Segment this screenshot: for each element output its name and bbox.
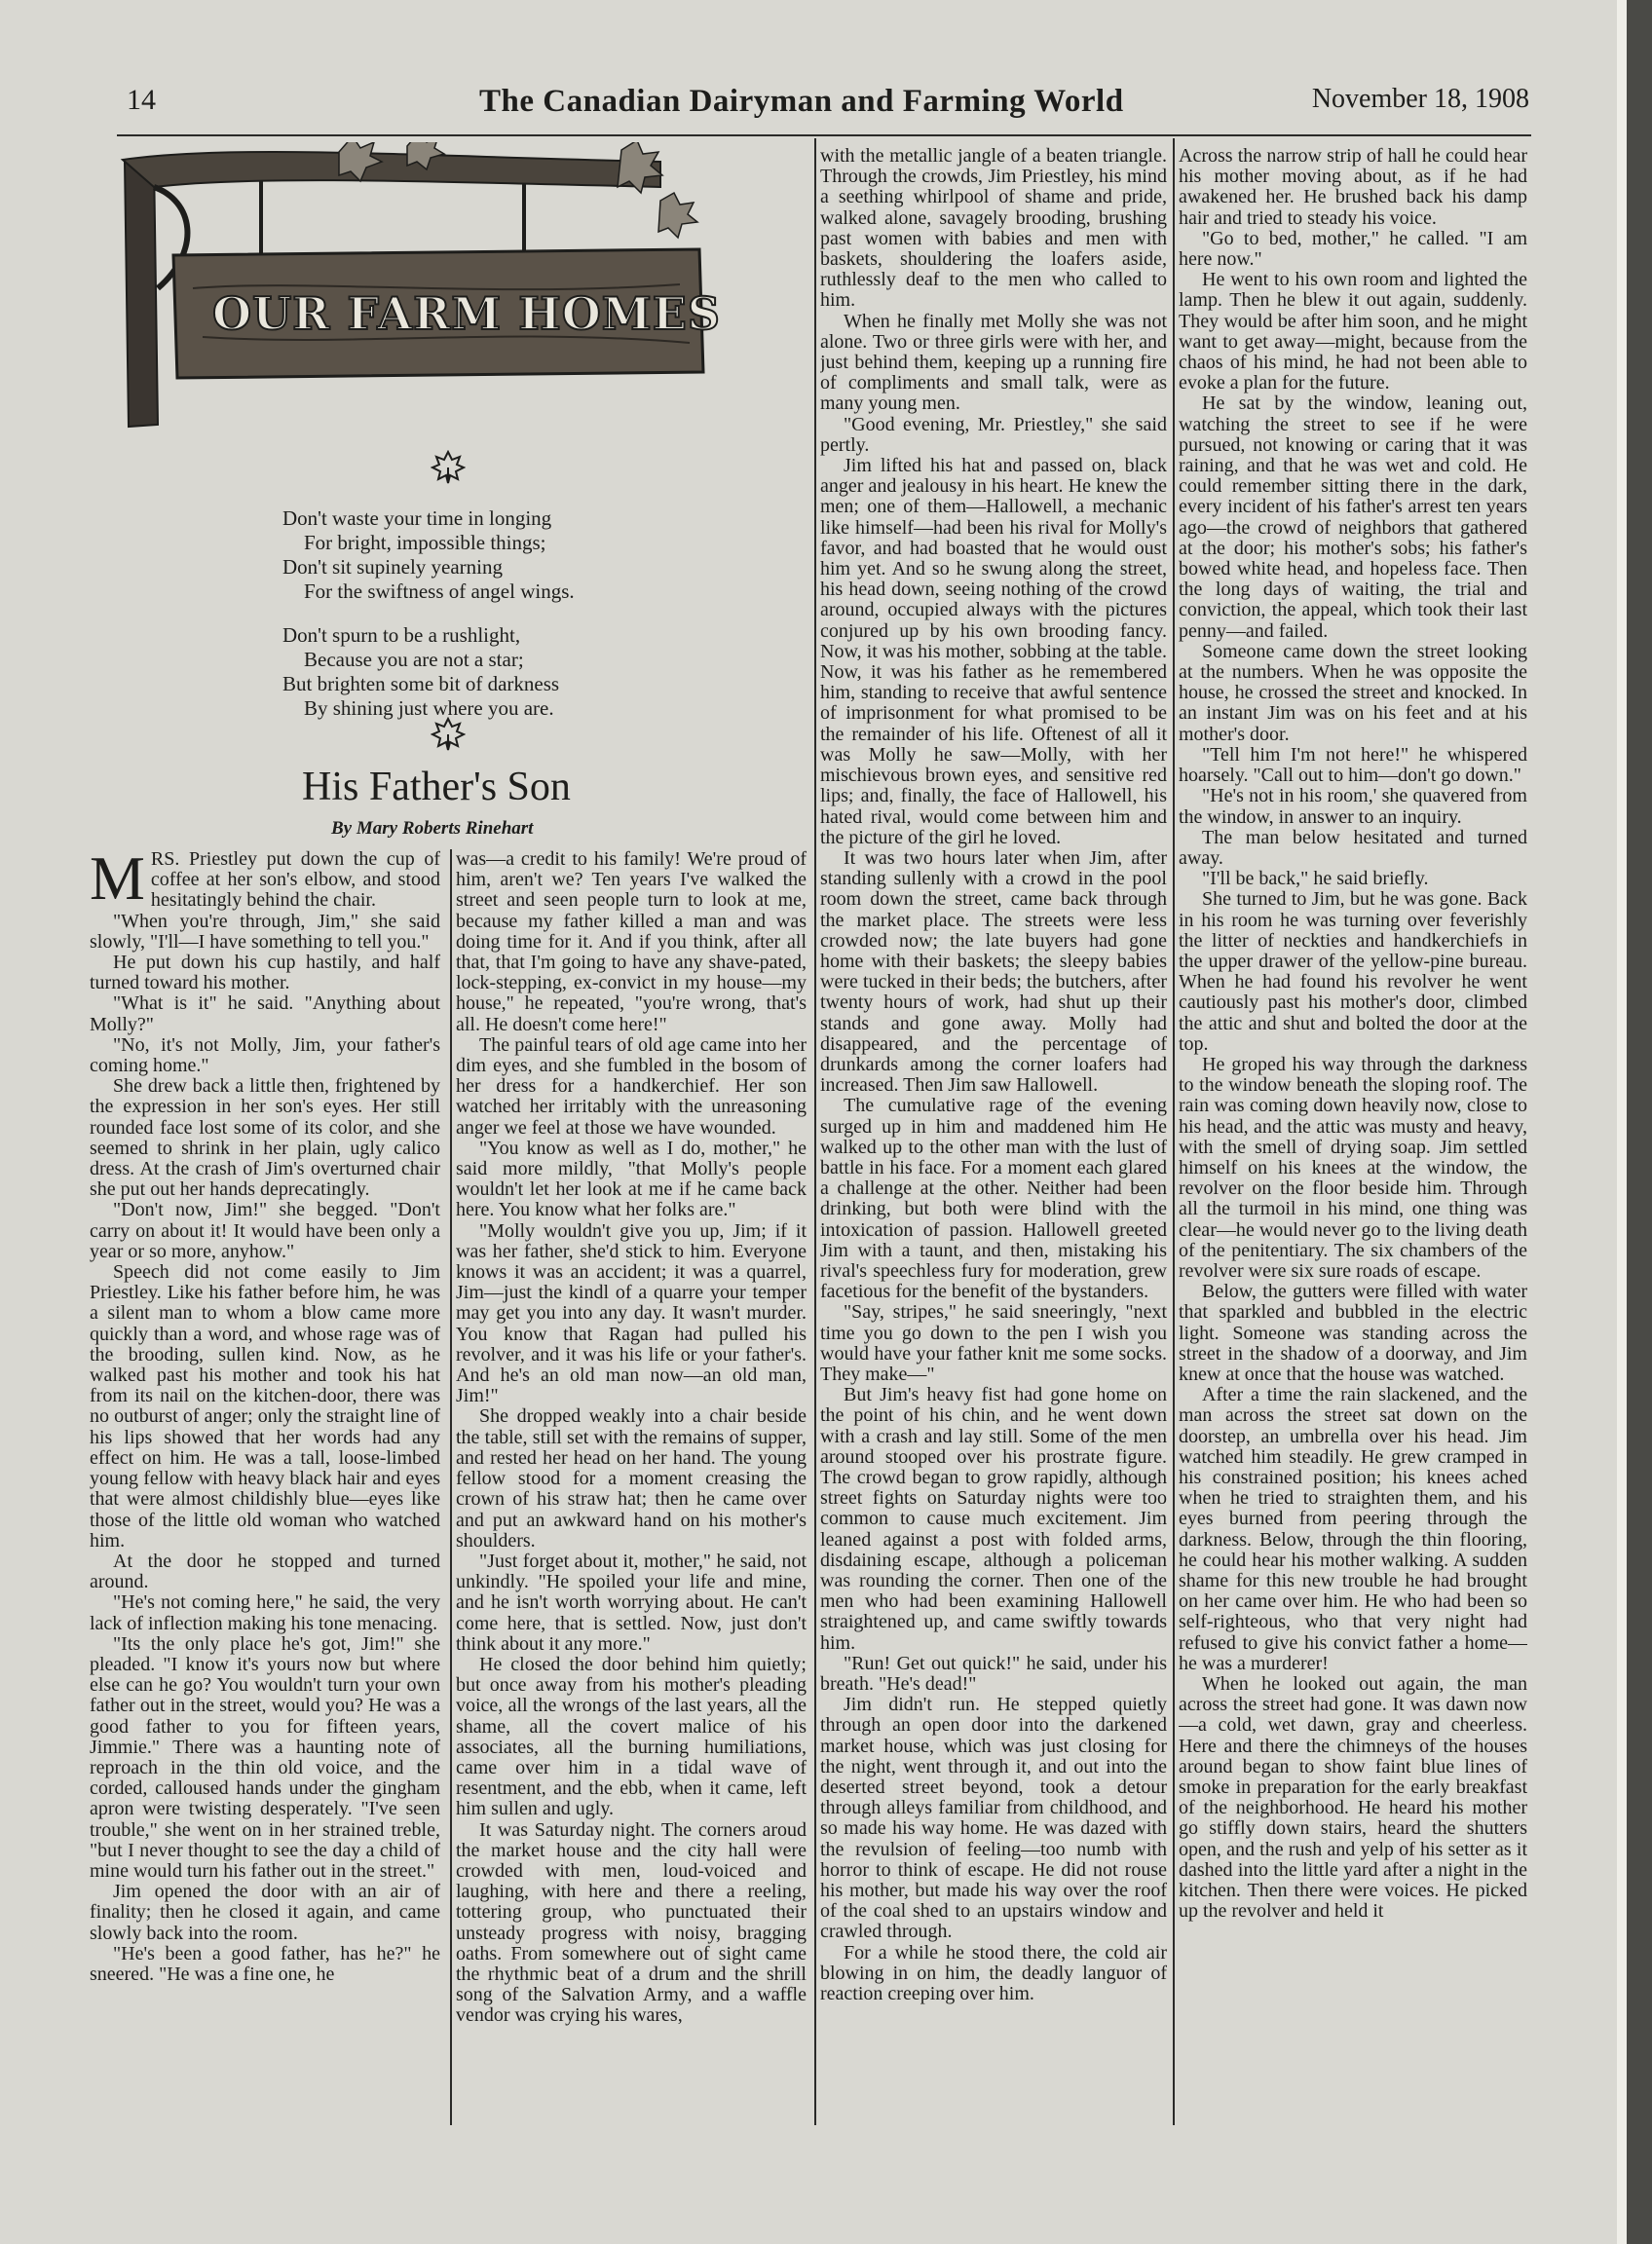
paragraph: Below, the gutters were filled with water that sparkled and bubbled in the electric light. Someone was standing across the street in the shadow of a doorway, and Jim knew at once that the house was watched. — [1179, 1281, 1527, 1385]
paragraph: He put down his cup hastily, and half turned toward his mother. — [90, 952, 440, 994]
paragraph: But Jim's heavy fist had gone home on the point of his chin, and he went down with a crash and lay still. Some of the men around stooped over his prostrate figure. The crowd began to grow rapidly, although street fights on Saturday nights were too common to cause much excitement. Jim leaned against a post with folded arms, disdaining escape, although a policeman was rounding the corner. Then one of the men who had been examining Hallowell straightened up, and came swiftly towards him. — [820, 1384, 1167, 1654]
paragraph: "Don't now, Jim!" she begged. "Don't carry on about it! It would have been only a year or so more, anyhow." — [90, 1199, 440, 1262]
paragraph: When he finally met Molly she was not alone. Two or three girls were with her, and just behind them, keeping up a running fire of compliments and small talk, were as many young men. — [820, 310, 1167, 415]
column-rule-4 — [1173, 138, 1175, 2125]
paragraph: "Molly wouldn't give you up, Jim; if it was her father, she'd stick to him. Everyone knows it was an accident; it was a quarrel, Jim—just the kindl of a quarre your temper may get you into any day. It wasn't murder. You know that Ragan had pulled his revolver, and it was his life or your father's. And he's an old man now—an old man, Jim!" — [456, 1219, 807, 1407]
paragraph: Speech did not come easily to Jim Priestley. Like his father before him, he was a silent man to whom a blow came more quickly than a word, and whose rage was of the brooding, sullen kind. Now, as he walked past his mother and took his hat from its nail on the kitchen-door, there was no outburst of anger; only the straight line of his lips showed that her words had any effect on him. He was a tall, loose-limbed young fellow with heavy black hair and eyes that were almost childishly blue—eyes like those of the little old woman who watched him. — [90, 1261, 440, 1552]
paragraph: When he looked out again, the man across the street had gone. It was dawn now—a cold, wet dawn, gray and cheerless. Here and there the chimneys of the houses around began to show faint blue lines of smoke in preparation for the early breakfast of the neighborhood. He heard his mother go stiffly down stairs, heard the shutters open, and the rush and yelp of his setter as it dashed into the little yard after a night in the kitchen. Then there were voices. He picked up the revolver and held it — [1179, 1673, 1527, 1923]
paragraph: She turned to Jim, but he was gone. Back in his room he was turning over feverishly the litter of neckties and handkerchiefs in the upper drawer of the yellow-pine bureau. When he had found his revolver he went cautiously past his mother's door, climbed the attic and shut and bolted the door at the top. — [1179, 888, 1527, 1055]
our-farm-homes-sign — [115, 142, 719, 434]
poem-line: For bright, impossible things; — [304, 531, 546, 554]
poem — [282, 506, 701, 721]
paragraph: For a while he stood there, the cold air blowing in on him, the deadly languor of reaction creeping over him. — [820, 1941, 1167, 2005]
paragraph: "No, it's not Molly, Jim, your father's coming home." — [90, 1033, 440, 1077]
page-edge-shadow — [1627, 0, 1652, 2244]
paragraph: Jim didn't run. He stepped quietly through an open door into the darkened market house, which was just closing for the night, went through it, and out into the deserted street beyond, took a detour through alleys familiar from childhood, and so made his way home. He was dazed with the revulsion of feeling—too numb with horror to think of escape. He did not rouse his mother, but made his way over the roof of the coal shed to an upstairs window and crawled through. — [820, 1694, 1167, 1943]
journal-title: The Canadian Dairyman and Farming World — [479, 84, 1124, 119]
paragraph: "He's not coming here," he said, the very lack of inflection making his tone menacing. — [90, 1591, 440, 1634]
paragraph: was—a credit to his family! We're proud of him, aren't we? Ten years I've walked the street and seen people turn to look at me, because my father killed a man and was doing time for it. And if you think, after all that, that I'm going to have any shave-pated, lock-stepping, ex-convict in my house—my house," he repeated, "you're wrong, that's all. He doesn't come here!" — [456, 849, 807, 1035]
paragraph: "Just forget about it, mother," he said, not unkindly. "He spoiled your life and mine, and he isn't worth worrying about. He can't come here, that is settled. Now, just don't think about it any more." — [456, 1550, 807, 1655]
column-rule-2 — [450, 849, 452, 2125]
poem-line: Don't sit supinely yearning — [282, 555, 504, 579]
signboard-illustration — [115, 142, 719, 434]
paragraph: with the metallic jangle of a beaten triangle. Through the crowds, Jim Priestley, his mind a seething whirlpool of shame and pride, walked alone, savagely brooding, brushing past women with babies and men with baskets, shouldering the loafers aside, ruthlessly deaf to the men who called to him. — [820, 146, 1167, 312]
page-number: 14 — [127, 84, 156, 116]
paragraph: The cumulative rage of the evening surged up in him and maddened him He walked up to the other man with the lust of battle in his face. For a moment each glared a challenge at the other. Neither had been drinking, but both were blind with the intoxication of passion. Hallowell greeted Jim with a taunt, and then, mistaking his rival's speechless fury for moderation, grew facetious for the benefit of the bystanders. — [820, 1095, 1167, 1303]
paragraph: It was two hours later when Jim, after standing sullenly with a crowd in the pool room down the street, came back through the market place. The streets were less crowded now; the late buyers had gone home with their baskets; the sleepy babies were tucked in their beds; the butchers, after twenty hours of work, had shut up their stands and gone away. Molly had disappeared, and the percentage of drunkards among the corner loafers had increased. Then Jim saw Hallowell. — [820, 846, 1167, 1097]
poem-line: But brighten some bit of darkness — [282, 672, 560, 695]
paragraph: "What is it" he said. "Anything about Molly?" — [90, 992, 440, 1035]
story-title: His Father's Son — [302, 765, 571, 809]
paragraph: "You know as well as I do, mother," he said more mildly, "that Molly's people wouldn't let her look at me if he came back here. You know what her folks are." — [456, 1137, 807, 1221]
sign-text: OUR FARM HOMES — [212, 287, 719, 340]
paragraph: It was Saturday night. The corners aroud the market house and the city hall were crowded with men, loud-voiced and laughing, with here and there a reeling, tottering group, who punctuated their unsteady progress with noisy, bragging oaths. From somewhere out of sight came the rhythmic beat of a drum and the shrill song of the Salvation Army, and a waffle vendor was crying his wares, — [456, 1818, 807, 2027]
paragraph: She drew back a little then, frightened by the expression in her son's eyes. Her still rounded face lost some of its color, and she seemed to shrink in her plain, ugly calico dress. At the crash of Jim's overturned chair she put out her hands deprecatingly. — [90, 1075, 440, 1201]
paragraph: "Tell him I'm not here!" he whispered hoarsely. "Call out to him—don't go down." — [1179, 743, 1527, 787]
paragraph: "Run! Get out quick!" he said, under his breath. "He's dead!" — [820, 1652, 1167, 1696]
paragraph: "Good evening, Mr. Priestley," she said pertly. — [820, 413, 1167, 456]
poem-line: For the swiftness of angel wings. — [304, 580, 575, 603]
paragraph: The man below hesitated and turned away. — [1179, 826, 1527, 869]
page-edge-highlight — [1617, 0, 1627, 2244]
maple-leaf-ornament-top-icon — [431, 450, 466, 490]
poem-line: Don't spurn to be a rushlight, — [282, 623, 521, 647]
paragraph: MRS. Priestley put down the cup of coffee at her son's elbow, and stood hesitatingly behind the chair. — [90, 849, 440, 913]
paragraph: "I'll be back," he said briefly. — [1202, 868, 1429, 890]
paragraph: At the door he stopped and turned around. — [90, 1550, 440, 1593]
paragraph: Someone came down the street looking at the numbers. When he was opposite the house, he crossed the street and knocked. In an instant Jim was on his feet and at his mother's door. — [1179, 640, 1527, 745]
story-column-2 — [456, 849, 807, 2125]
story-column-3 — [820, 146, 1167, 2125]
paragraph: "Its the only place he's got, Jim!" she pleaded. "I know it's yours now but where else can he go? You wouldn't turn your own father out in the street, would you? He was a good father to you for fifteen years, Jimmie." There was a haunting note of reproach in the thin old voice, and the corded, calloused hands under the gingham apron were twisting desperately. "I've seen trouble," she went on in her strained treble, "but I never thought to see the day a child of mine would turn his father out in the street." — [90, 1632, 440, 1882]
poem-line: Don't waste your time in longing — [282, 506, 552, 530]
story-column-4 — [1179, 146, 1527, 2125]
header-rule — [117, 134, 1531, 136]
story-column-1 — [90, 849, 440, 2125]
paragraph: "He's been a good father, has he?" he sneered. "He was a fine one, he — [90, 1942, 440, 1985]
paragraph: He groped his way through the darkness to the window beneath the sloping roof. The rain was coming down heavily now, close to his head, and the attic was musty and heavy, with the smell of drying soap. Jim settled himself on his knees at the window, the revolver on the floor beside him. Through all the turmoil in his mind, one thing was clear—he would never go to the living death of the penitentiary. The six chambers of the revolver were six sure roads of escape. — [1179, 1053, 1527, 1282]
paragraph: He closed the door behind him quietly; but once away from his mother's pleading voice, all the wrongs of the last years, all the shame, all the covert malice of his associates, all the burning humiliations, came over him in a tidal wave of resentment, and the ebb, when it came, left him sullen and ugly. — [456, 1653, 807, 1820]
paragraph: She dropped weakly into a chair beside the table, still set with the remains of supper, and rested her head on her hand. The young fellow stood for a moment creasing the crown of his straw hat; then he came over and put an awkward hand on his mother's shoulders. — [456, 1405, 807, 1552]
paragraph: "Go to bed, mother," he called. "I am here now." — [1179, 227, 1527, 271]
issue-date: November 18, 1908 — [1311, 84, 1529, 114]
poem-line: Because you are not a star; — [304, 648, 524, 671]
maple-leaf-ornament-bottom-icon — [431, 717, 466, 757]
paragraph: "He's not in his room,' she quavered from the window, in answer to an inquiry. — [1179, 785, 1527, 828]
paragraph: He went to his own room and lighted the lamp. Then he blew it out again, suddenly. They would be after him soon, and he might want to get away—might, because from the chaos of his mind, he had not been able to evoke a plan for the future. — [1179, 269, 1527, 394]
paragraph: He sat by the window, leaning out, watching the street to see if he were pursued, not knowing or caring that it was raining, and that he was wet and cold. He could remember sitting there in the dark, every incident of his father's arrest ten years ago—the crowd of neighbors that gathered at the door; his mother's sobs; his father's bowed white head, and hopeless face. Then the long days of waiting, the trial and conviction, the appeal, which took their last penny—and failed. — [1179, 393, 1527, 642]
column-rule-3 — [814, 138, 816, 2125]
story-byline: By Mary Roberts Rinehart — [331, 818, 534, 839]
paragraph: Across the narrow strip of hall he could hear his mother moving about, as if he had awakened her. He brushed back his damp hair and tried to steady his voice. — [1179, 146, 1527, 229]
paragraph: After a time the rain slackened, and the man across the street sat down on the doorstep, an umbrella over his head. Jim watched him steadily. He grew cramped in his constrained position; his knees ached when he tried to straighten them, and his eyes burned from peering through the darkness. Below, through the thin flooring, he could hear his mother walking. A sudden shame for this new trouble he had brought on her came over him. He who had been so self-righteous, who that very night had refused to give his convict father a home—he was a murderer! — [1179, 1384, 1527, 1674]
paragraph: Jim lifted his hat and passed on, black anger and jealousy in his heart. He knew the men; one of them—Hallowell, a mechanic like himself—had been his rival for Molly's favor, and had boasted that he would oust him yet. And so he swung along the street, his head down, seeing nothing of the crowd around, occupied always with the pictures conjured up by his own brooding fancy. Now, it was his mother, sobbing at the table. Now, it was his father as he remembered him, standing to receive that awful sentence of imprisonment for what promised to be the remainder of his life. Oftenest of all it was Molly he saw—Molly, with her mischievous brown eyes, and sensitive red lips; and, finally, the face of Hallowell, his hated rival, would come between him and the picture of the girl he loved. — [820, 455, 1167, 848]
page-header — [117, 76, 1529, 125]
paragraph: "When you're through, Jim," she said slowly, "I'll—I have something to tell you." — [90, 910, 440, 953]
paragraph: "Say, stripes," he said sneeringly, "next time you go down to the pen I wish you would have your father knit me some socks. They make—" — [820, 1301, 1167, 1385]
paragraph: Jim opened the door with an air of finality; then he closed it again, and came slowly back into the room. — [90, 1881, 440, 1944]
paragraph: The painful tears of old age came into her dim eyes, and she fumbled in the bosom of her dress for a handkerchief. Her son watched her irritably with the unreasoning anger we feel at those we have wounded. — [456, 1033, 807, 1139]
poem-line: By shining just where you are. — [304, 696, 554, 720]
drop-cap: M — [90, 849, 145, 913]
